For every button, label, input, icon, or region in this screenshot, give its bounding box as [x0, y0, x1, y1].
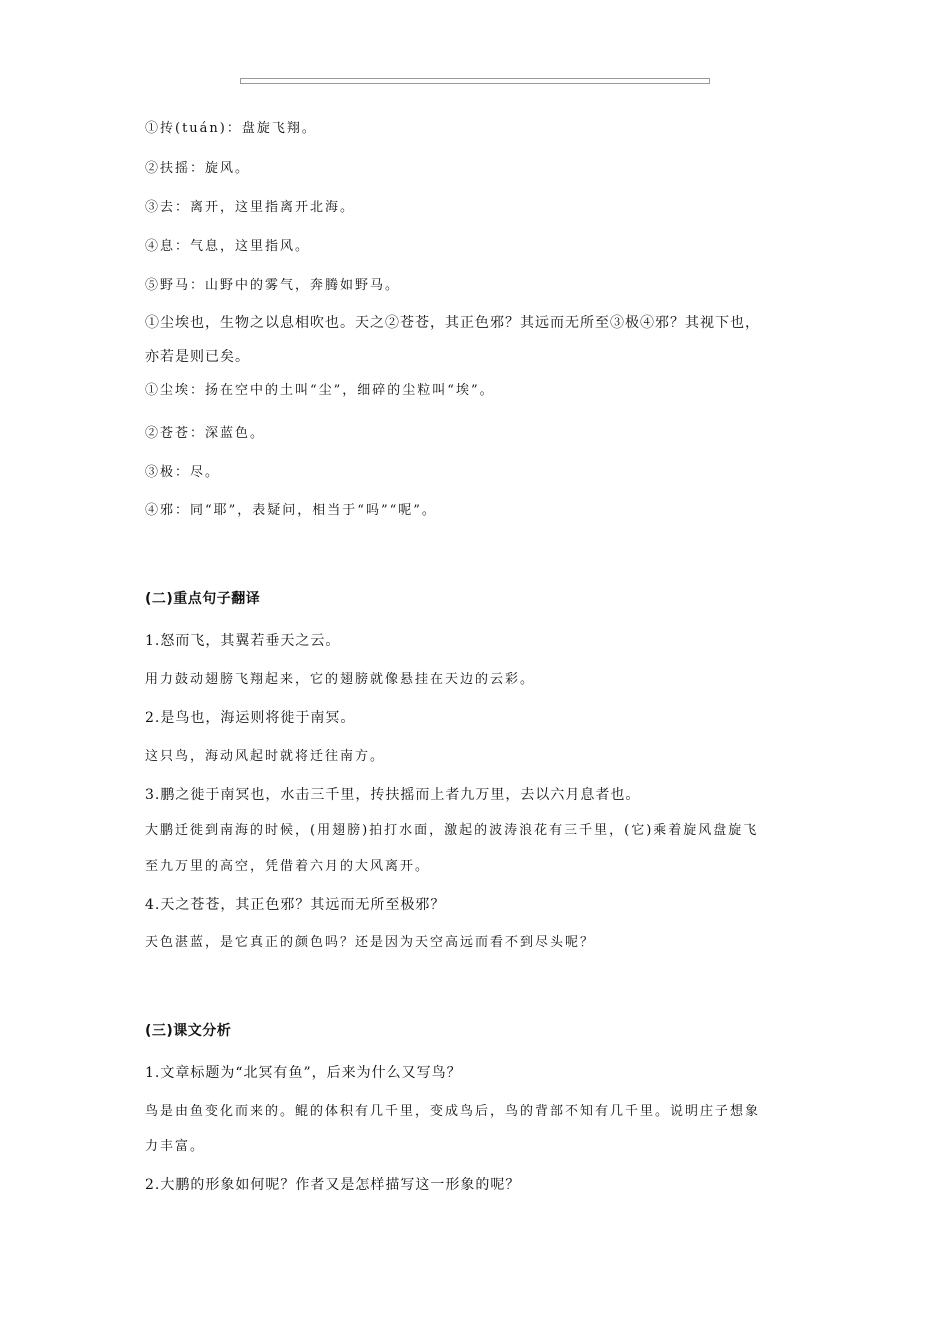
translation-question-2: 2.是鸟也，海运则将徙于南冥。: [145, 710, 356, 726]
passage-line-2: 亦若是则已矣。: [145, 349, 250, 365]
note-qu: ③去：离开，这里指离开北海。: [145, 200, 356, 215]
translation-answer-3-line-1: 大鹏迁徙到南海的时候，(用翅膀)拍打水面，激起的波涛浪花有三千里，(它)乘着旋风盘旋飞: [145, 823, 759, 838]
analysis-answer-1-line-2: 力丰富。: [145, 1139, 206, 1154]
translation-question-4: 4.天之苍苍，其正色邪？其远而无所至极邪？: [145, 897, 446, 913]
note-cangcang: ②苍苍：深蓝色。: [145, 426, 266, 441]
note-tuan: ①抟(tuán)：盘旋飞翔。: [145, 121, 317, 136]
passage-line-1: ①尘埃也，生物之以息相吹也。天之②苍苍，其正色邪？其远而无所至③极④邪？其视下也，: [145, 315, 760, 331]
analysis-question-1: 1.文章标题为“北冥有鱼”，后来为什么又写鸟？: [145, 1065, 462, 1081]
translation-question-3: 3.鹏之徙于南冥也，水击三千里，抟扶摇而上者九万里，去以六月息者也。: [145, 787, 641, 803]
note-xi: ④息：气息，这里指风。: [145, 239, 311, 254]
translation-answer-3-line-2: 至九万里的高空，凭借着六月的大风离开。: [145, 859, 431, 874]
section-heading-analysis: (三)课文分析: [145, 1023, 232, 1039]
analysis-question-2: 2.大鹏的形象如何呢？作者又是怎样描写这一形象的呢？: [145, 1177, 521, 1193]
note-fuyao: ②扶摇：旋风。: [145, 161, 251, 176]
analysis-answer-1-line-1: 鸟是由鱼变化而来的。鲲的体积有几千里，变成鸟后，鸟的背部不知有几千里。说明庄子想象: [145, 1104, 761, 1119]
translation-answer-2: 这只鸟，海动风起时就将迁往南方。: [145, 749, 386, 764]
translation-question-1: 1.怒而飞，其翼若垂天之云。: [145, 633, 341, 649]
translation-answer-4: 天色湛蓝，是它真正的颜色吗？还是因为天空高远而看不到尽头呢？: [145, 935, 596, 950]
section-heading-translation: (二)重点句子翻译: [145, 591, 261, 607]
note-yema: ⑤野马：山野中的雾气，奔腾如野马。: [145, 278, 401, 293]
note-ji: ③极：尽。: [145, 465, 221, 480]
note-ye: ④邪：同“耶”，表疑问，相当于“吗”“呢”。: [145, 503, 437, 518]
note-chenai: ①尘埃：扬在空中的土叫“尘”，细碎的尘粒叫“埃”。: [145, 383, 495, 398]
header-rule: [240, 78, 710, 84]
translation-answer-1: 用力鼓动翅膀飞翔起来，它的翅膀就像悬挂在天边的云彩。: [145, 672, 536, 687]
